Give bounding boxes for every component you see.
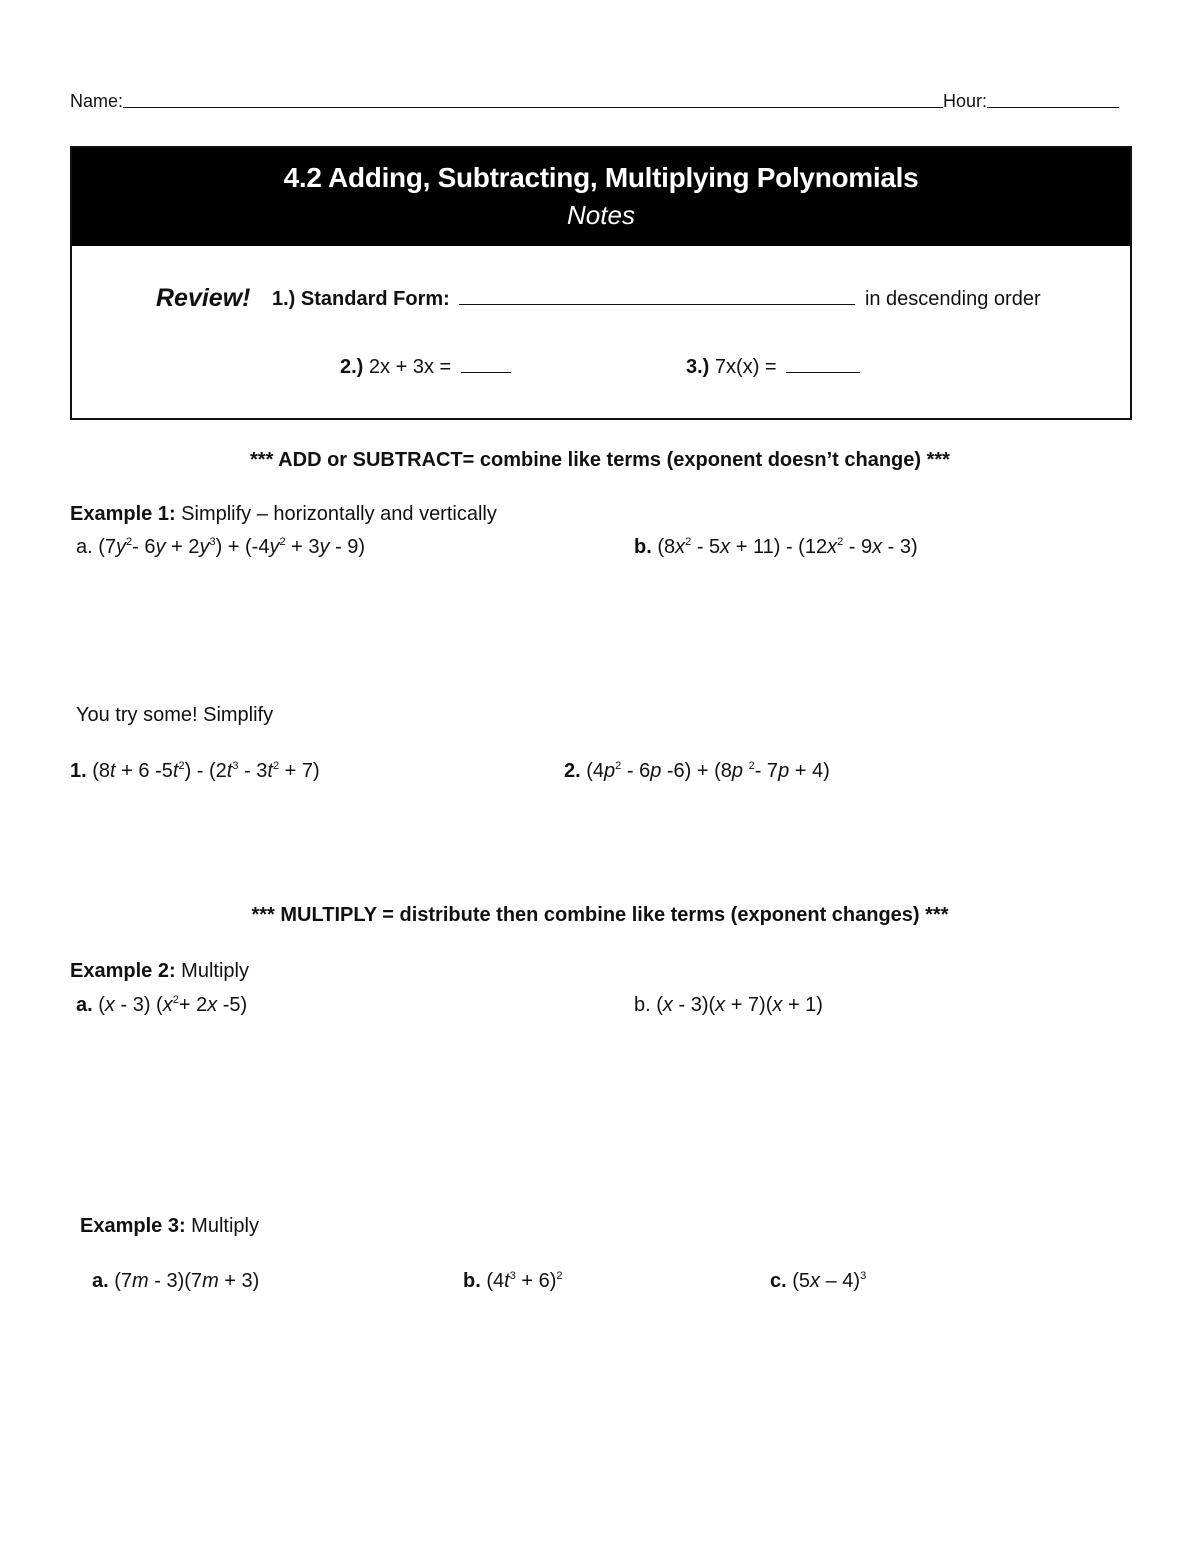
example3-c-label: c. xyxy=(770,1270,787,1292)
review-q3 xyxy=(686,356,864,379)
q1-number: 1.) xyxy=(272,288,296,310)
example2-b-expression: (x - 3)(x + 7)(x + 1) xyxy=(656,994,823,1016)
example2-a-expression: (x - 3) ($x^2+ 2x$ -5) xyxy=(98,994,248,1016)
example3-heading xyxy=(80,1215,259,1238)
you-try-1-expression: (8t + 6 $-5t^2) - (2t^3 - 3t^2 + 7)$ xyxy=(92,760,320,782)
review-q2 xyxy=(340,356,515,379)
you-try-2-label: 2. xyxy=(564,760,581,782)
q2-number: 2.) xyxy=(340,356,364,378)
you-try-1-label: 1. xyxy=(70,760,87,782)
example3-label: Example 3: xyxy=(80,1215,186,1237)
example2-problem-b xyxy=(634,994,823,1017)
page-title: 4.2 Adding, Subtracting, Multiplying Polynomials xyxy=(283,162,919,193)
example3-b-label: b. xyxy=(463,1270,481,1292)
example2-b-label: b. xyxy=(634,994,651,1016)
example1-a-label: a. xyxy=(76,536,93,558)
example3-problem-c xyxy=(770,1270,866,1293)
title-box xyxy=(70,146,1132,420)
q1-answer-blank[interactable] xyxy=(459,304,855,305)
example1-b-label: b. xyxy=(634,536,652,558)
q3-number: 3.) xyxy=(686,356,710,378)
name-hour-row xyxy=(70,88,1124,112)
example2-problem-a xyxy=(76,994,247,1017)
name-label: Name: xyxy=(70,91,124,111)
page-subtitle: Notes xyxy=(567,200,635,230)
example1-problem-a xyxy=(76,536,365,559)
example3-c-expression: (5x – 4)$^3$ xyxy=(792,1270,867,1292)
q2-expression: 2x + 3x = xyxy=(368,356,452,378)
you-try-2-expression: ($4p^2 - 6p$ -6) + (8p $^2$- 7p + 4) xyxy=(586,760,830,782)
example3-instruction: Multiply xyxy=(191,1215,259,1237)
q3-answer-blank[interactable] xyxy=(786,372,860,373)
example1-instruction: Simplify – horizontally and vertically xyxy=(181,503,497,525)
example3-problem-b xyxy=(463,1270,563,1293)
example2-a-label: a. xyxy=(76,994,93,1016)
example3-a-label: a. xyxy=(92,1270,109,1292)
example2-instruction: Multiply xyxy=(181,960,249,982)
hour-label: Hour: xyxy=(943,91,988,111)
example3-b-expression: $(4t^3 + 6)^2$ xyxy=(486,1270,563,1292)
q1-label: Standard Form: xyxy=(300,288,450,310)
example2-label: Example 2: xyxy=(70,960,176,982)
add-subtract-rule: *** ADD or SUBTRACT= combine like terms (exponent doesn’t change) *** xyxy=(250,449,950,471)
review-q1 xyxy=(272,288,1041,311)
example3-problem-a xyxy=(92,1270,259,1293)
example1-b-expression: $(8x^2 - 5x + 11) - (12x^2 - 9x - 3)$ xyxy=(657,536,918,558)
name-blank[interactable] xyxy=(123,107,943,108)
multiply-rule: *** MULTIPLY = distribute then combine like terms (exponent changes) *** xyxy=(251,904,949,926)
q3-expression: 7x(x) = xyxy=(714,356,777,378)
example3-a-expression: (7m - 3)(7m + 3) xyxy=(114,1270,260,1292)
you-try-problem-2 xyxy=(564,760,830,783)
q2-answer-blank[interactable] xyxy=(461,372,511,373)
example1-label: Example 1: xyxy=(70,503,176,525)
you-try-problem-1 xyxy=(70,760,320,783)
hour-blank[interactable] xyxy=(987,107,1119,108)
example2-heading xyxy=(70,960,249,983)
title-banner xyxy=(72,148,1130,246)
review-label: Review! xyxy=(156,284,251,312)
example1-a-expression: ($7y^2-$ $6y + 2y^3) + (-4y^2 + 3y - 9)$ xyxy=(98,536,366,558)
you-try-heading: You try some! Simplify xyxy=(76,704,274,726)
example1-heading xyxy=(70,503,497,526)
example1-problem-b xyxy=(634,536,918,559)
q1-suffix: in descending order xyxy=(864,288,1041,310)
